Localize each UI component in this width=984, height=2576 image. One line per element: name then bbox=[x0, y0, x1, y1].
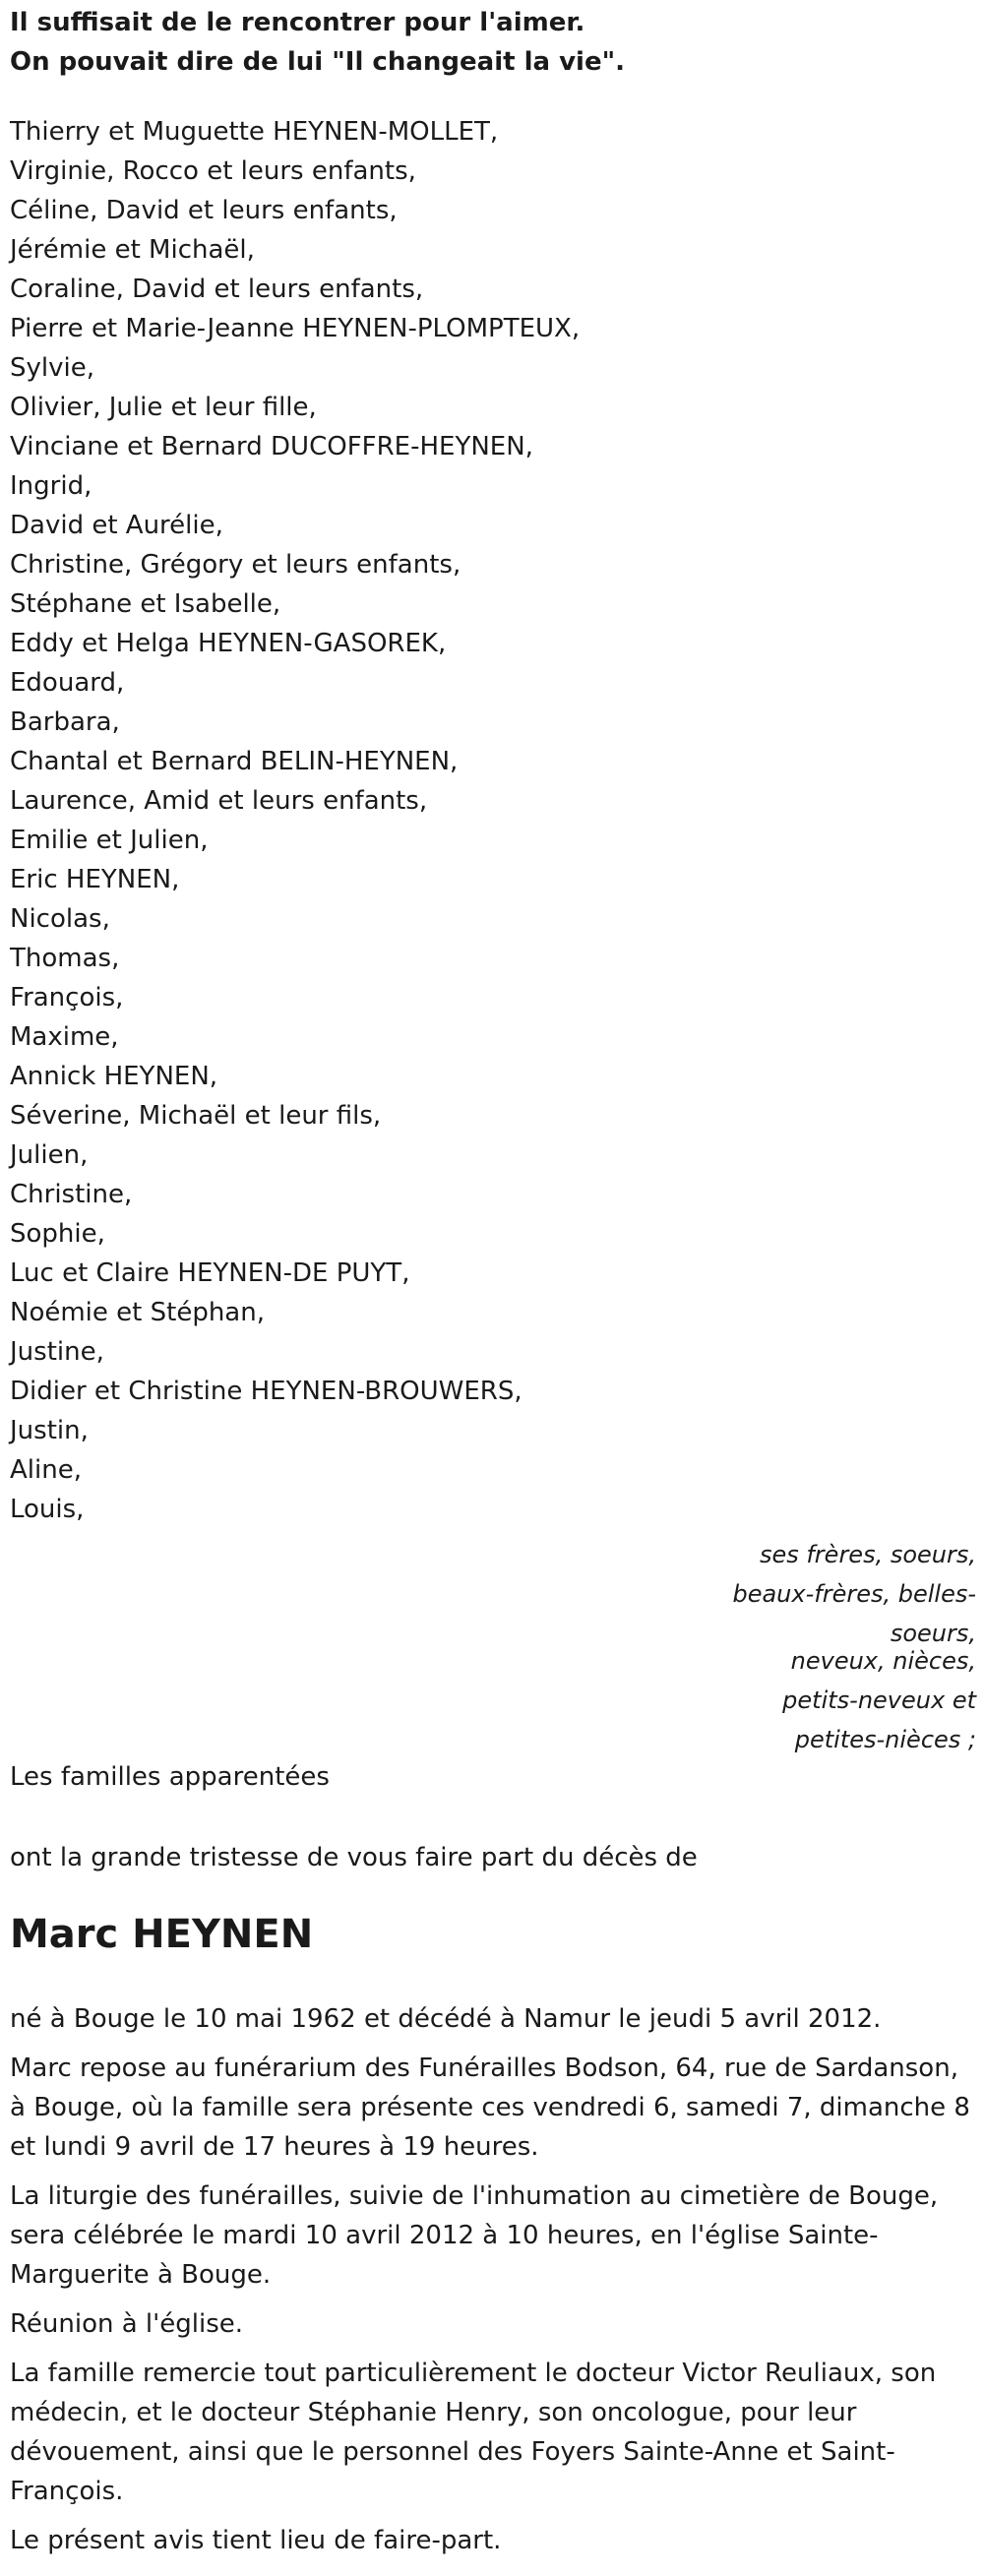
family-name-line: François, bbox=[10, 983, 124, 1012]
family-names-list bbox=[10, 112, 974, 1529]
family-name-line: Justine, bbox=[10, 1337, 104, 1367]
role-line: petits-neveux et bbox=[782, 1687, 976, 1714]
role-line: neveux, nièces, bbox=[790, 1647, 976, 1675]
family-name-line: Chantal et Bernard BELIN-HEYNEN, bbox=[10, 747, 459, 776]
role-line: beaux-frères, belles- bbox=[732, 1580, 976, 1608]
family-name-line: Thierry et Muguette HEYNEN-MOLLET, bbox=[10, 117, 499, 147]
family-name-line: Christine, bbox=[10, 1180, 133, 1209]
deceased-name: Marc HEYNEN bbox=[10, 1912, 314, 1957]
family-name-line: David et Aurélie, bbox=[10, 511, 223, 540]
family-name-line: Eddy et Helga HEYNEN-GASOREK, bbox=[10, 629, 447, 658]
birth-death-dates: né à Bouge le 10 mai 1962 et décédé à Namur le jeudi 5 avril 2012. bbox=[10, 2004, 882, 2034]
family-name-line: Barbara, bbox=[10, 707, 120, 737]
family-name-line: Thomas, bbox=[10, 944, 120, 973]
family-name-line: Vinciane et Bernard DUCOFFRE-HEYNEN, bbox=[10, 432, 533, 461]
role-line: ses frères, soeurs, bbox=[759, 1541, 976, 1568]
family-name-line: Nicolas, bbox=[10, 904, 110, 934]
death-announcement: ont la grande tristesse de vous faire part du décès de bbox=[10, 1843, 698, 1872]
family-name-line: Coraline, David et leurs enfants, bbox=[10, 275, 424, 304]
role-line: soeurs, bbox=[890, 1620, 976, 1647]
family-name-line: Céline, David et leurs enfants, bbox=[10, 196, 398, 225]
family-name-line: Pierre et Marie-Jeanne HEYNEN-PLOMPTEUX, bbox=[10, 314, 581, 343]
family-name-line: Ingrid, bbox=[10, 471, 92, 501]
relationship-roles bbox=[710, 1535, 976, 1759]
family-name-line: Didier et Christine HEYNEN-BROUWERS, bbox=[10, 1377, 523, 1406]
family-name-line: Eric HEYNEN, bbox=[10, 865, 180, 894]
related-families: Les familles apparentées bbox=[10, 1762, 330, 1792]
obituary-details bbox=[10, 1999, 979, 2570]
liturgy-info: La liturgie des funérailles, suivie de l'inhumation au cimetière de Bouge, sera célébrée le mardi 10 avril 2012 à 10 heures, en l'église Sainte-Marguerite à Bouge. bbox=[10, 2181, 939, 2290]
family-name-line: Laurence, Amid et leurs enfants, bbox=[10, 786, 428, 816]
family-name-line: Sophie, bbox=[10, 1219, 105, 1249]
family-name-line: Louis, bbox=[10, 1495, 85, 1524]
family-name-line: Virginie, Rocco et leurs enfants, bbox=[10, 156, 416, 186]
family-name-line: Julien, bbox=[10, 1140, 89, 1170]
family-name-line: Edouard, bbox=[10, 668, 125, 698]
family-name-line: Sylvie, bbox=[10, 353, 94, 383]
family-name-line: Luc et Claire HEYNEN-DE PUYT, bbox=[10, 1258, 410, 1288]
thanks-note: La famille remercie tout particulièrement le docteur Victor Reuliaux, son médecin, et le docteur Stéphanie Henry, son oncologue, pour leur dévouement, ainsi que le personnel des Foyers Sainte-Anne et Saint-François. bbox=[10, 2359, 937, 2506]
family-name-line: Jérémie et Michaël, bbox=[10, 235, 255, 265]
family-name-line: Stéphane et Isabelle, bbox=[10, 589, 281, 619]
family-name-line: Aline, bbox=[10, 1455, 82, 1485]
quote-line-1: Il suffisait de le rencontrer pour l'aimer. bbox=[10, 8, 585, 37]
family-name-line: Olivier, Julie et leur fille, bbox=[10, 393, 317, 422]
family-name-line: Annick HEYNEN, bbox=[10, 1062, 218, 1091]
family-name-line: Emilie et Julien, bbox=[10, 826, 209, 855]
family-name-line: Séverine, Michaël et leur fils, bbox=[10, 1101, 382, 1131]
funeral-home-info: Marc repose au funérarium des Funérailles Bodson, 64, rue de Sardanson, à Bouge, où la famille sera présente ces vendredi 6, samedi 7, dimanche 8 et lundi 9 avril de 17 heures à 19 heures. bbox=[10, 2054, 970, 2162]
notice-statement: Le présent avis tient lieu de faire-part. bbox=[10, 2526, 502, 2555]
family-name-line: Christine, Grégory et leurs enfants, bbox=[10, 550, 461, 580]
family-name-line: Noémie et Stéphan, bbox=[10, 1298, 265, 1327]
role-line: petites-nièces ; bbox=[794, 1726, 976, 1753]
obituary-page bbox=[0, 6, 984, 2576]
gathering-info: Réunion à l'église. bbox=[10, 2309, 244, 2339]
family-name-line: Maxime, bbox=[10, 1022, 119, 1052]
family-name-line: Justin, bbox=[10, 1416, 89, 1445]
quote-line-2: On pouvait dire de lui "Il changeait la vie". bbox=[10, 47, 626, 77]
